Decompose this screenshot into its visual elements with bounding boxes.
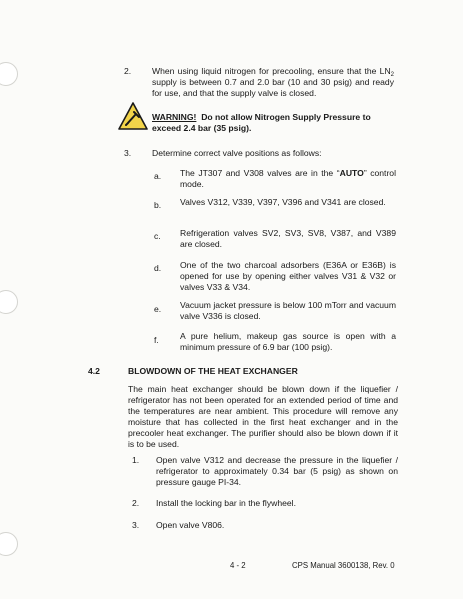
item-3-text: Determine correct valve positions as follows: xyxy=(152,148,322,158)
warning-triangle-icon xyxy=(118,102,148,130)
step-text: Open valve V806. xyxy=(156,520,225,530)
subitem-letter: e. xyxy=(154,304,162,314)
subitem-text: The JT307 and V308 valves are in the “AUTO” control mode. xyxy=(180,168,396,189)
document-reference: CPS Manual 3600138, Rev. 0 xyxy=(292,561,395,570)
subitem-text: Vacuum jacket pressure is below 100 mTorr and vacuum valve V336 is closed. xyxy=(180,300,396,321)
subitem-letter: b. xyxy=(154,200,162,210)
warning-message xyxy=(152,112,398,134)
subitem-text: A pure helium, makeup gas source is open with a minimum pressure of 6.9 bar (100 psig). xyxy=(180,331,396,352)
warning-text: Do not allow Nitrogen Supply Pressure to exceed 2.4 bar (35 psig). xyxy=(152,112,371,133)
step-text: Install the locking bar in the flywheel. xyxy=(156,498,296,508)
step-number: 2. xyxy=(132,498,140,508)
section-number: 4.2 xyxy=(88,366,100,376)
subitem-text: One of the two charcoal adsorbers (E36A or E36B) is opened for use by opening either valves V31 & V32 or valves V33 & V34. xyxy=(180,260,396,292)
section-paragraph: The main heat exchanger should be blown down if the liquefier / refrigerator has not been operated for an extended period of time and the temperatures are near ambient. This procedure will remove any moisture that has collected in the first heat exchanger and in the precooler heat exchanger. The purifier should also be blown down if it is to be used. xyxy=(128,384,398,449)
subitem-letter: d. xyxy=(154,263,162,273)
step-number: 1. xyxy=(132,455,140,465)
subitem-letter: a. xyxy=(154,171,162,181)
punch-hole-top xyxy=(0,62,18,86)
item-number: 3. xyxy=(124,148,132,158)
item-number: 2. xyxy=(124,66,132,76)
page-number: 4 - 2 xyxy=(230,561,246,570)
subitem-letter: c. xyxy=(154,231,161,241)
section-title: BLOWDOWN OF THE HEAT EXCHANGER xyxy=(128,366,298,376)
punch-hole-middle xyxy=(0,290,18,314)
warning-label: WARNING! xyxy=(152,112,197,122)
step-number: 3. xyxy=(132,520,140,530)
subitem-text: Refrigeration valves SV2, SV3, SV8, V387, and V389 are closed. xyxy=(180,228,396,249)
subitem-text: Valves V312, V339, V397, V396 and V341 are closed. xyxy=(180,197,386,207)
step-text: Open valve V312 and decrease the pressure in the liquefier / refrigerator to approximately 0.34 bar (5 psig) as shown on pressure gauge PI-34. xyxy=(156,455,398,487)
punch-hole-bottom xyxy=(0,532,18,556)
subitem-letter: f. xyxy=(154,335,159,345)
item-2-text: When using liquid nitrogen for precooling, ensure that the $LN_2$ supply is between 0.7 and 2.0 bar (10 and 30 psig) and ready for use, and that the supply valve is closed. xyxy=(152,66,394,98)
